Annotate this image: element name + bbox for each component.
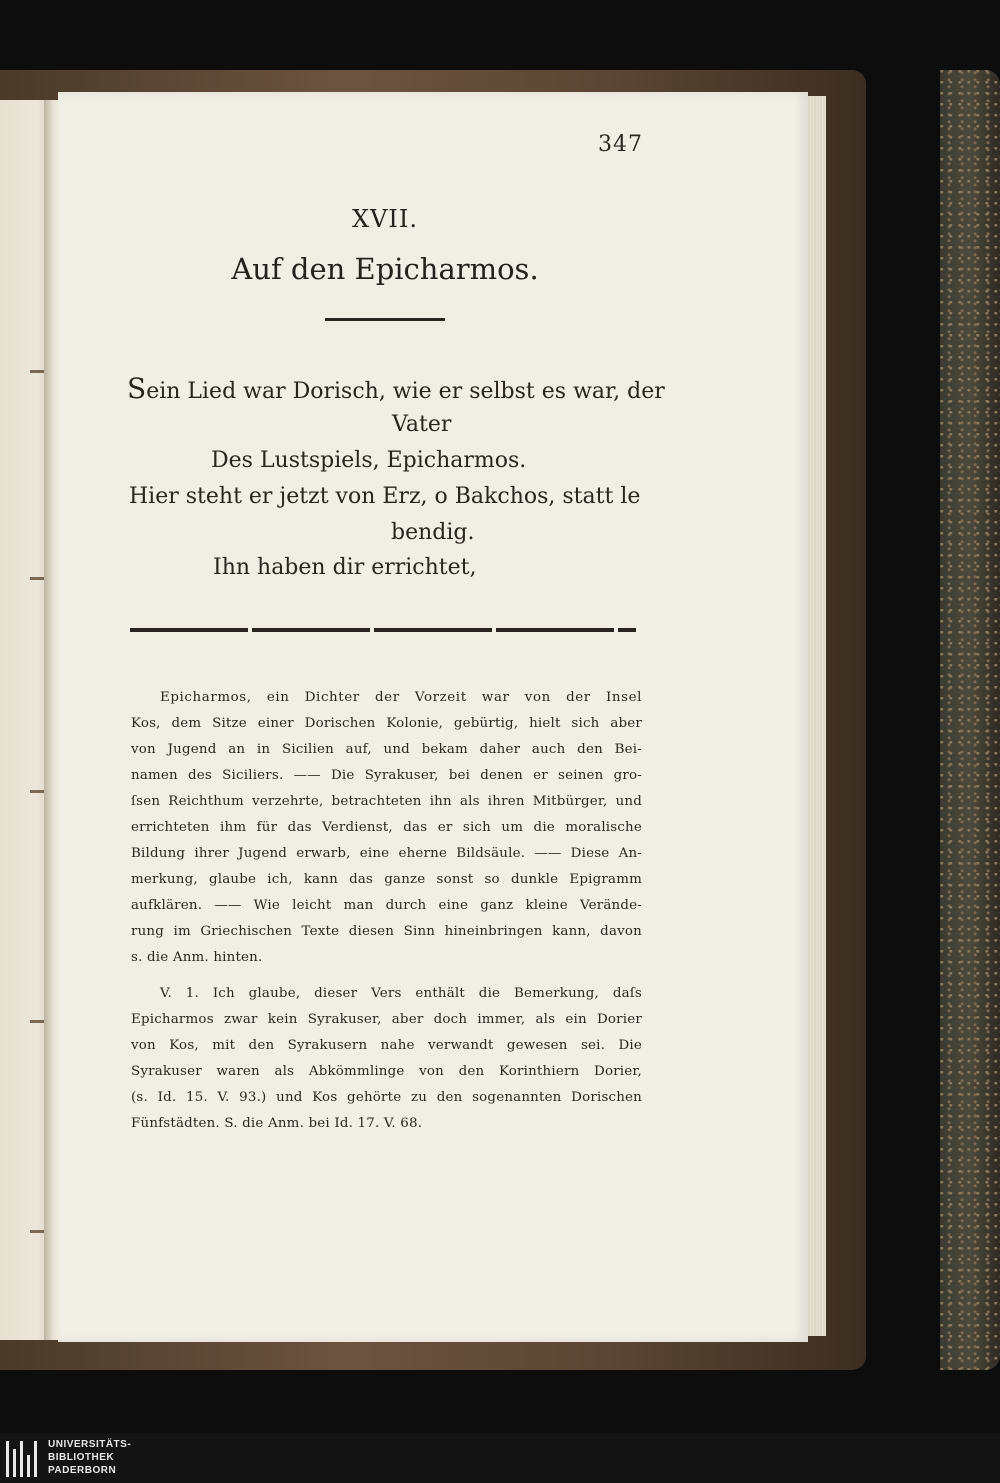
page-number: 347 [598, 132, 643, 157]
note-line: Fünfstädten. S. die Anm. bei Id. 17. V. 68. [131, 1116, 423, 1131]
note-line: Syrakuser waren als Abkömmlinge von den Korinthiern Dorier, [131, 1064, 642, 1079]
note-line: (s. Id. 15. V. 93.) und Kos gehörte zu den sogenannten Dorischen [131, 1090, 642, 1105]
binding-stitch [30, 790, 44, 793]
note-line: V. 1. Ich glaube, dieser Vers enthält die Bemerkung, daſs [160, 986, 642, 1001]
verse-line-1-continuation: Vater [392, 412, 452, 437]
verse-line-3-continuation: bendig. [391, 520, 475, 545]
title-rule [325, 318, 445, 321]
poem-title: Auf den Epicharmos. [231, 252, 539, 286]
note-line: Kos, dem Sitze einer Dorischen Kolonie, gebürtig, hielt sich aber [131, 716, 642, 731]
note-line: von Jugend an in Sicilien auf, und bekam daher auch den Bei- [131, 742, 642, 757]
binding-stitch [30, 577, 44, 580]
book-cover-edge [940, 70, 1000, 1370]
binding-stitch [30, 1230, 44, 1233]
note-line: s. die Anm. hinten. [131, 950, 263, 965]
verse-line-2: Des Lustspiels, Epicharmos. [211, 448, 527, 473]
verse-initial: S [127, 372, 147, 405]
note-line: merkung, glaube ich, kann das ganze sonst so dunkle Epigramm [131, 872, 642, 887]
footer-line-1: UNIVERSITÄTS- [48, 1439, 132, 1450]
verse-line-1-text: ein Lied war Dorisch, wie er selbst es war, der [146, 379, 665, 404]
note-line: Epicharmos, ein Dichter der Vorzeit war von der Insel [160, 690, 642, 705]
binding-stitch [30, 370, 44, 373]
note-line: von Kos, mit den Syrakusern nahe verwandt gewesen sei. Die [131, 1038, 642, 1053]
section-rule [130, 628, 636, 632]
note-line: Bildung ihrer Jugend erwarb, eine eherne Bildsäule. —— Diese An- [131, 846, 642, 861]
verse-line-1 [127, 372, 665, 405]
verse-line-3: Hier steht er jetzt von Erz, o Bakchos, statt le [129, 484, 641, 509]
note-line: rung im Griechischen Texte diesen Sinn hineinbringen kann, davon [131, 924, 642, 939]
note-line: aufklären. —— Wie leicht man durch eine ganz kleine Verände- [131, 898, 642, 913]
library-footer [0, 1433, 1000, 1483]
footer-line-2: BIBLIOTHEK [48, 1452, 115, 1463]
note-line: Epicharmos zwar kein Syrakuser, aber doch immer, als ein Dorier [131, 1012, 642, 1027]
note-line: namen des Siciliers. —— Die Syrakuser, bei denen er seinen gro- [131, 768, 642, 783]
poem-number: XVII. [351, 205, 418, 233]
page-edges [806, 96, 826, 1336]
note-line: errichteten ihm für das Verdienst, das er sich um die moralische [131, 820, 642, 835]
note-line: ſsen Reichthum verzehrte, betrachteten ihn als ihren Mitbürger, und [131, 794, 642, 809]
footer-line-3: PADERBORN [48, 1465, 117, 1476]
library-logo-icon [6, 1441, 40, 1477]
binding-stitch [30, 1020, 44, 1023]
verse-line-4: Ihn haben dir errichtet, [213, 555, 477, 580]
